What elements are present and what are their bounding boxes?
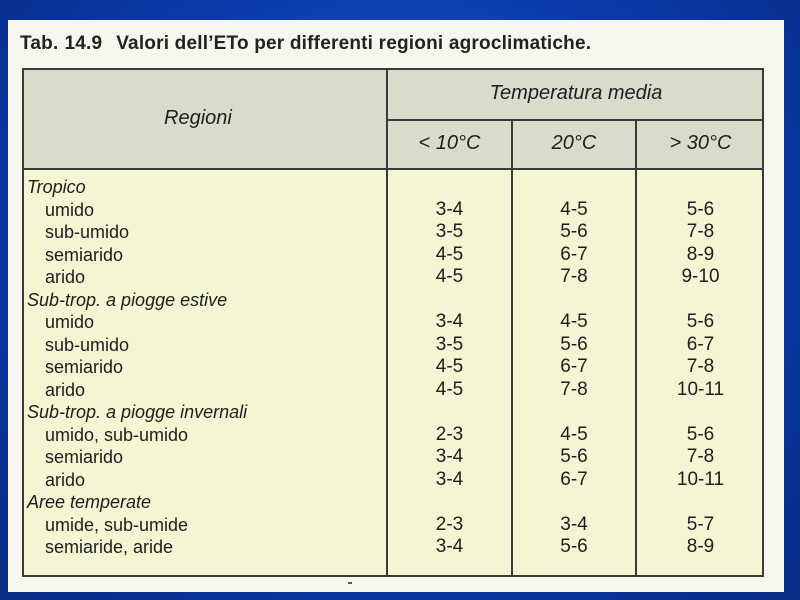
page-mark xyxy=(348,582,352,584)
eto-value: 7-8 xyxy=(686,356,715,377)
caption-title: Valori dell’ETo per differenti regioni agroclimatiche. xyxy=(116,33,592,54)
region-subtype: umido, sub-umido xyxy=(45,424,189,445)
eto-table xyxy=(22,68,764,577)
eto-value xyxy=(513,491,635,514)
eto-value: 3-4 xyxy=(560,513,588,535)
eto-value: 5-6 xyxy=(686,423,715,445)
region-category: Tropico xyxy=(27,177,86,197)
divider-header-body xyxy=(24,168,762,170)
eto-value xyxy=(388,176,511,199)
region-subtype: semiaride, aride xyxy=(45,537,174,557)
eto-value: 4-5 xyxy=(435,243,464,265)
caption-number: 14.9 xyxy=(64,33,103,54)
eto-value: 4-5 xyxy=(435,266,464,287)
region-subtype: semiarido xyxy=(45,447,124,467)
regions-column xyxy=(27,176,247,559)
divider-temp-header xyxy=(386,119,762,121)
eto-value xyxy=(637,401,764,424)
eto-value xyxy=(637,176,764,199)
header-col-lt10: < 10°C xyxy=(418,132,481,154)
eto-value: 5-6 xyxy=(686,198,715,220)
eto-value: 3-4 xyxy=(435,311,464,332)
eto-value: 6-7 xyxy=(686,333,715,355)
region-subtype: semiarido xyxy=(45,244,124,265)
eto-value: 4-5 xyxy=(560,198,588,220)
eto-value: 3-5 xyxy=(435,221,464,242)
region-category: Aree temperate xyxy=(27,492,152,512)
region-subtype: umido xyxy=(45,199,95,220)
eto-value xyxy=(388,401,511,424)
eto-value: 5-6 xyxy=(560,221,588,242)
region-subtype: umide, sub-umide xyxy=(45,514,189,535)
eto-value: 5-7 xyxy=(686,513,715,535)
eto-value: 7-8 xyxy=(560,378,588,400)
eto-value: 6-7 xyxy=(560,243,588,265)
eto-value: 5-6 xyxy=(560,536,588,557)
eto-value: 7-8 xyxy=(686,446,715,467)
region-subtype: sub-umido xyxy=(45,222,130,242)
eto-value: 8-9 xyxy=(686,536,715,557)
eto-value xyxy=(388,289,511,312)
region-subtype: arido xyxy=(45,267,86,287)
eto-value: 3-4 xyxy=(435,536,464,557)
eto-value: 3-4 xyxy=(435,446,464,467)
eto-value: 6-7 xyxy=(560,356,588,377)
eto-value xyxy=(637,289,764,312)
table-caption xyxy=(20,33,591,55)
header-col-20: 20°C xyxy=(551,132,597,154)
eto-value: 3-4 xyxy=(435,468,464,490)
eto-value: 9-10 xyxy=(681,266,720,287)
region-subtype: umido xyxy=(45,312,95,332)
region-subtype: semiarido xyxy=(45,357,124,377)
values-column-gt30 xyxy=(637,176,764,559)
region-subtype: sub-umido xyxy=(45,334,130,355)
eto-value: 4-5 xyxy=(560,311,588,332)
eto-value: 2-3 xyxy=(435,513,464,535)
values-column-lt10 xyxy=(388,176,511,559)
eto-value xyxy=(513,289,635,312)
eto-value: 10-11 xyxy=(676,378,725,400)
eto-value: 3-5 xyxy=(435,333,464,355)
eto-value: 10-11 xyxy=(676,468,725,490)
eto-value: 6-7 xyxy=(560,468,588,490)
eto-value xyxy=(388,491,511,514)
caption-label: Tab. xyxy=(20,33,59,54)
eto-value: 4-5 xyxy=(560,423,588,445)
region-subtype: arido xyxy=(45,469,86,490)
eto-value: 5-6 xyxy=(560,446,588,467)
eto-value xyxy=(637,491,764,514)
eto-value: 5-6 xyxy=(560,333,588,355)
eto-value: 4-5 xyxy=(435,378,464,400)
region-category: Sub-trop. a piogge invernali xyxy=(27,402,248,422)
region-subtype: arido xyxy=(45,379,86,400)
header-col-gt30: > 30°C xyxy=(669,132,732,154)
scanned-page xyxy=(8,20,784,592)
region-category: Sub-trop. a piogge estive xyxy=(27,289,228,310)
eto-value xyxy=(513,401,635,424)
header-temperature: Temperatura media xyxy=(489,82,663,104)
eto-value xyxy=(513,176,635,199)
eto-value: 3-4 xyxy=(435,198,464,220)
header-regions: Regioni xyxy=(164,107,232,129)
values-column-20 xyxy=(513,176,635,559)
eto-value: 8-9 xyxy=(686,243,715,265)
eto-value: 7-8 xyxy=(560,266,588,287)
eto-value: 4-5 xyxy=(435,356,464,377)
eto-value: 7-8 xyxy=(686,221,715,242)
eto-value: 5-6 xyxy=(686,311,715,332)
eto-value: 2-3 xyxy=(435,423,464,445)
